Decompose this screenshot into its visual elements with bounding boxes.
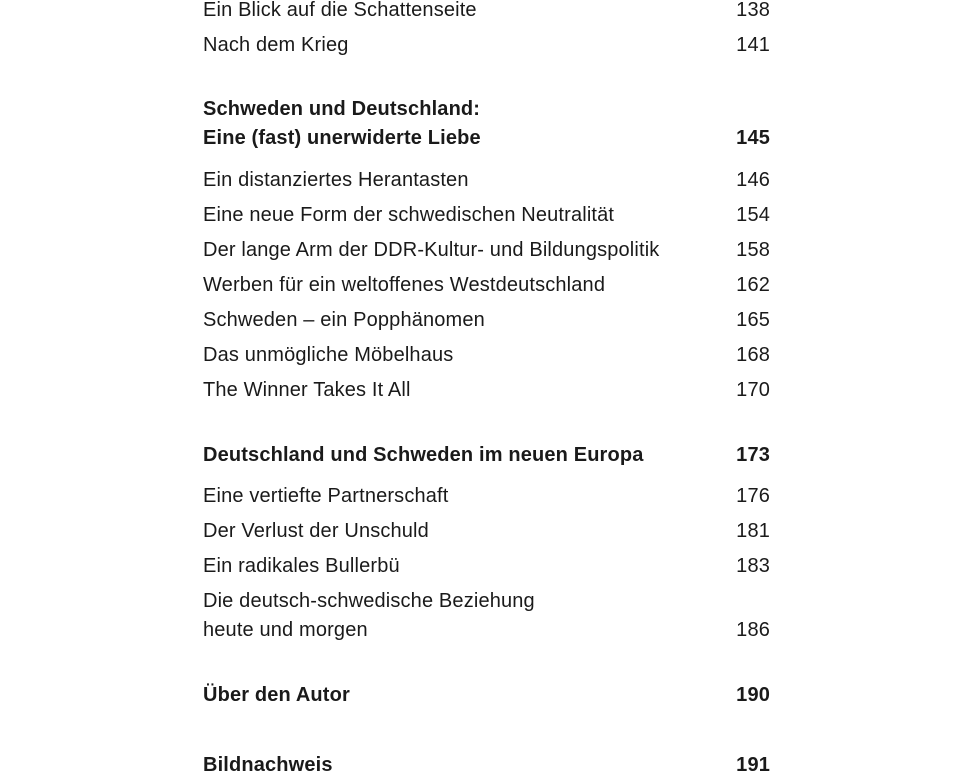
toc-entry-page: 141 [736, 34, 770, 56]
toc-entry-title-line: heute und morgen [203, 619, 368, 641]
toc-section-title: Deutschland und Schweden im neuen Europa [203, 444, 644, 466]
toc-entry-title-line: Die deutsch-schwedische Beziehung [203, 590, 535, 612]
toc-entry [203, 552, 770, 581]
toc-entry-title [203, 587, 535, 645]
toc-entry-title: Das unmögliche Möbelhaus [203, 344, 454, 366]
toc-entry-title: Der lange Arm der DDR-Kultur- und Bildungspolitik [203, 239, 660, 261]
toc-entry-page: 154 [736, 204, 770, 226]
toc-section-heading [203, 681, 770, 710]
toc-entry [203, 341, 770, 370]
toc-section-page: 190 [736, 684, 770, 706]
toc-section-page: 145 [736, 127, 770, 149]
toc-entry-title: Eine vertiefte Partnerschaft [203, 485, 449, 507]
toc-section-heading [203, 441, 770, 470]
toc-entry [203, 166, 770, 195]
toc-section-heading [203, 751, 770, 780]
toc-entry-title: Nach dem Krieg [203, 34, 349, 56]
toc-section-heading [203, 95, 770, 153]
toc-entry-page: 186 [736, 619, 770, 641]
toc-entry-page: 168 [736, 344, 770, 366]
toc-entry [203, 482, 770, 511]
toc-entry-title: Schweden – ein Popphänomen [203, 309, 485, 331]
toc-entry-page: 158 [736, 239, 770, 261]
toc-section-title: Über den Autor [203, 684, 350, 706]
toc-section-page: 191 [736, 754, 770, 776]
toc-entry [203, 376, 770, 405]
toc-entry-page: 165 [736, 309, 770, 331]
toc-entry-page: 183 [736, 555, 770, 577]
toc-entry [203, 587, 770, 645]
toc-entry [203, 236, 770, 265]
toc-entry-title: Ein Blick auf die Schattenseite [203, 0, 477, 21]
toc-entry-title: The Winner Takes It All [203, 379, 411, 401]
toc-entry-page: 170 [736, 379, 770, 401]
toc-entry [203, 306, 770, 335]
toc-section-page: 173 [736, 444, 770, 466]
toc-section-title-line: Eine (fast) unerwiderte Liebe [203, 127, 481, 149]
toc-section-title-line: Schweden und Deutschland: [203, 98, 481, 120]
toc-entry-page: 162 [736, 274, 770, 296]
toc-entry [203, 517, 770, 546]
toc-section-title: Bildnachweis [203, 754, 333, 776]
toc-entry-page: 146 [736, 169, 770, 191]
toc-entry-title: Eine neue Form der schwedischen Neutralität [203, 204, 615, 226]
toc-entry [203, 201, 770, 230]
toc-entry-page: 176 [736, 485, 770, 507]
toc-section-title [203, 95, 481, 153]
toc-entry [203, 0, 770, 25]
toc-entry [203, 31, 770, 60]
toc-entry-title: Der Verlust der Unschuld [203, 520, 429, 542]
toc-entry-title: Werben für ein weltoffenes Westdeutschland [203, 274, 606, 296]
toc-entry-page: 138 [736, 0, 770, 21]
toc-entry-page: 181 [736, 520, 770, 542]
toc-entry [203, 271, 770, 300]
toc-entry-title: Ein radikales Bullerbü [203, 555, 400, 577]
toc-entry-title: Ein distanziertes Herantasten [203, 169, 469, 191]
